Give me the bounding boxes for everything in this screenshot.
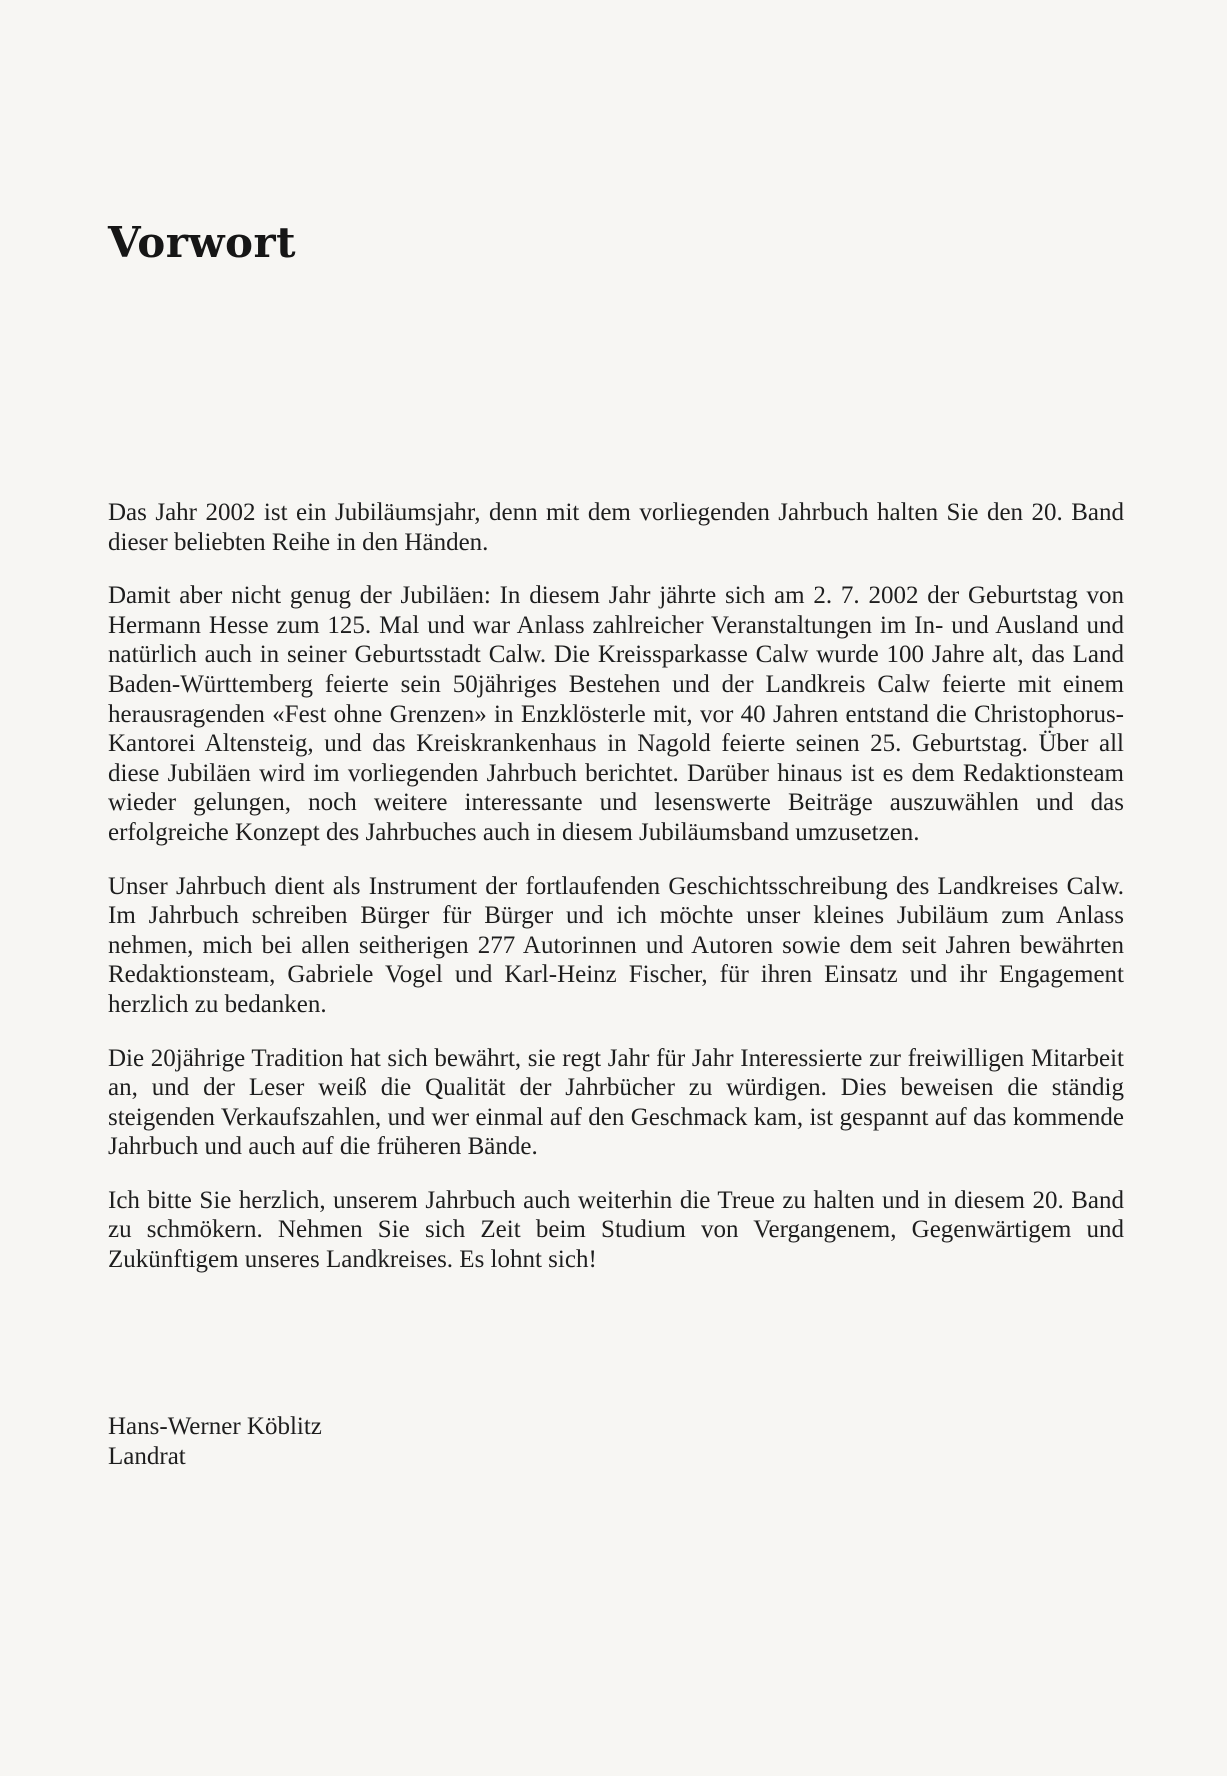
signature-name: Hans-Werner Köblitz [108, 1413, 322, 1440]
paragraph: Die 20jährige Tradition hat sich bewährt, sie regt Jahr für Jahr Interessierte zur freiwilligen Mitarbeit an, und der Leser weiß die Qualität der Jahrbücher zu würdigen. Dies beweisen die ständig steigenden Verkaufszahlen, und wer einmal auf den Geschmack kam, ist gespannt auf das kommende Jahrbuch und auch auf die früheren Bände. [108, 1044, 1124, 1161]
paragraph: Damit aber nicht genug der Jubiläen: In diesem Jahr jährte sich am 2. 7. 2002 der Geburtstag von Hermann Hesse zum 125. Mal und war Anlass zahlreicher Veranstaltungen im In- und Ausland und natürlich auch in seiner Geburtsstadt Calw. Die Kreissparkasse Calw wurde 100 Jahre alt, das Land Baden-Württemberg feierte sein 50jähriges Bestehen und der Landkreis Calw feierte mit einem herausragenden «Fest ohne Grenzen» in Enzklösterle mit, vor 40 Jahren entstand die Christophorus-Kantorei Altensteig, und das Kreiskrankenhaus in Nagold feierte seinen 25. Geburtstag. Über all diese Jubiläen wird im vorliegenden Jahrbuch berichtet. Darüber hinaus ist es dem Redaktionsteam wieder gelungen, noch weitere interessante und lesenswerte Beiträge auszuwählen und das erfolgreiche Konzept des Jahrbuches auch in diesem Jubiläumsband umzusetzen. [108, 582, 1124, 846]
paragraph: Unser Jahrbuch dient als Instrument der fortlaufenden Geschichtsschreibung des Landkreises Calw. Im Jahrbuch schreiben Bürger für Bürger und ich möchte unser kleines Jubiläum zum Anlass nehmen, mich bei allen seitherigen 277 Autorinnen und Autoren sowie dem seit Jahren bewährten Redaktionsteam, Gabriele Vogel und Karl-Heinz Fischer, für ihren Einsatz und ihr Engagement herzlich zu bedanken. [108, 872, 1124, 1018]
paragraph: Ich bitte Sie herzlich, unserem Jahrbuch auch weiterhin die Treue zu halten und in diesem 20. Band zu schmökern. Nehmen Sie sich Zeit beim Studium von Vergangenem, Gegenwärtigem und Zukünftigem unseres Landkreises. Es lohnt sich! [108, 1186, 1124, 1274]
page-title: Vorwort [108, 218, 297, 267]
signature-block [108, 1412, 322, 1472]
body-text [108, 498, 1124, 1299]
signature-title: Landrat [108, 1443, 186, 1470]
paragraph: Das Jahr 2002 ist ein Jubiläumsjahr, denn mit dem vorliegenden Jahrbuch halten Sie den 20. Band dieser beliebten Reihe in den Händen. [108, 499, 1124, 556]
